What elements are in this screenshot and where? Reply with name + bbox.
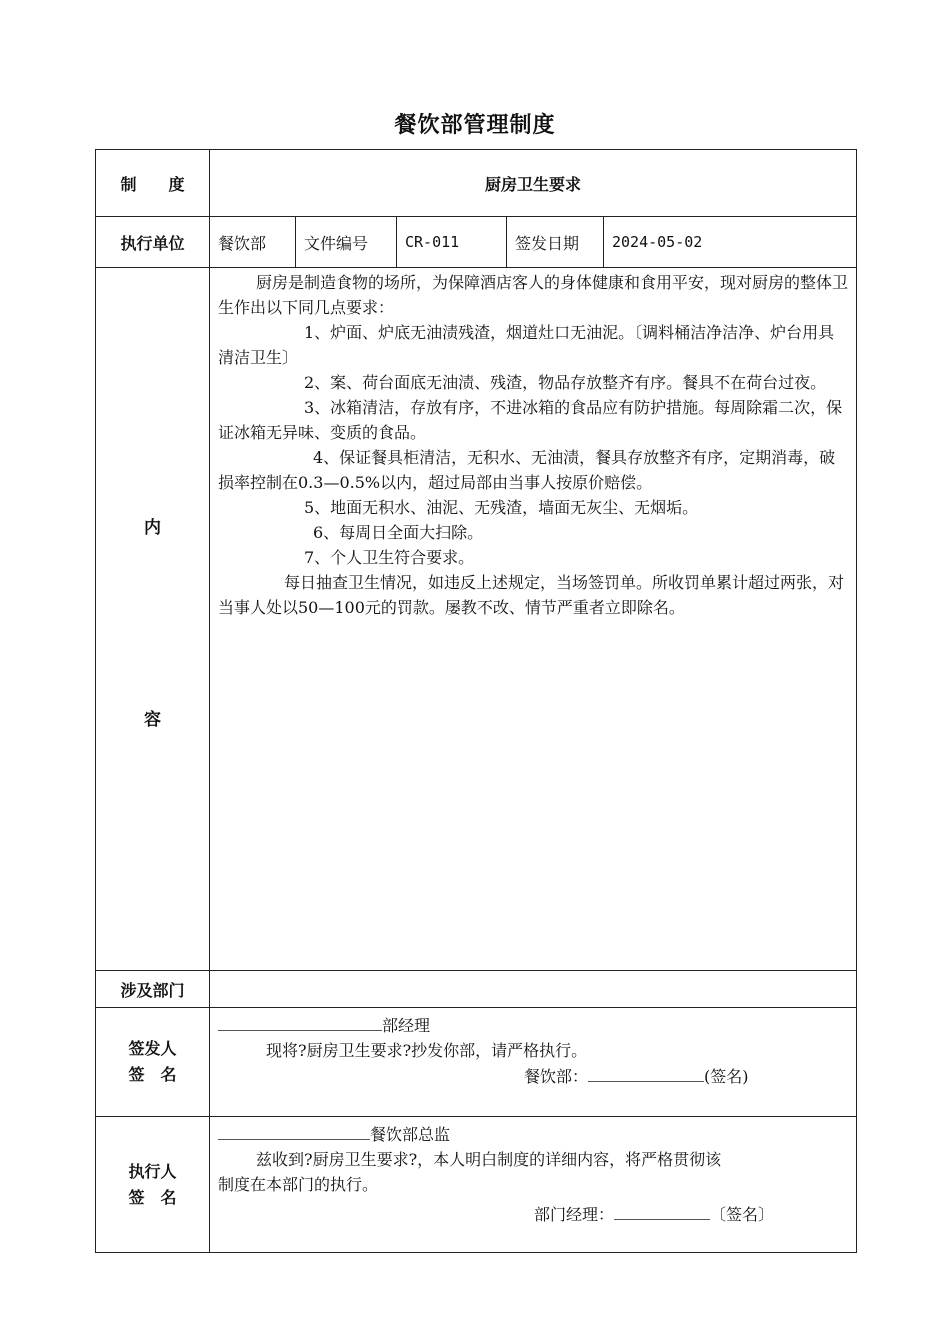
issuer-row [96, 1008, 857, 1117]
regulation-form-table [95, 149, 857, 1253]
content-paragraph: 厨房是制造食物的场所，为保障酒店客人的身体健康和食用平安，现对厨房的整体卫生作出以下同几点要求： [218, 273, 849, 317]
issuer-label-line1: 签发人 [128, 1039, 177, 1058]
executor-notice-line2: 制度在本部门的执行。 [218, 1175, 379, 1194]
doc-number-value: CR-011 [397, 217, 507, 268]
departments-row [96, 971, 857, 1008]
issuer-sign-area [210, 1008, 857, 1117]
content-label-bottom: 容 [144, 710, 161, 730]
departments-value [210, 971, 857, 1008]
content-paragraph: 4、保证餐具柜清洁，无积水、无油渍，餐具存放整齐有序，定期消毒，破损率控制在0.3—0.5%以内，超过局部由当事人按原价赔偿。 [218, 448, 836, 492]
regulation-name: 厨房卫生要求 [210, 150, 857, 217]
content-label-cell [96, 268, 210, 971]
executor-label-line1: 执行人 [128, 1161, 177, 1181]
content-paragraph: 7、个人卫生符合要求。 [304, 548, 475, 567]
regulation-label: 制 度 [96, 150, 210, 217]
issuer-sign-prefix: 餐饮部： [524, 1067, 589, 1086]
issuer-sign-suffix: (签名) [704, 1067, 749, 1086]
content-paragraph: 1、炉面、炉底无油渍残渣，烟道灶口无油泥。〔调料桶洁净洁净、炉台用具清洁卫生〕 [218, 323, 835, 367]
issuer-label-line2: 签 名 [128, 1065, 177, 1084]
content-label-top: 内 [144, 518, 161, 538]
issue-date-label: 签发日期 [507, 217, 604, 268]
content-paragraph: 2、案、荷台面底无油渍、残渣，物品存放整齐有序。餐具不在荷台过夜。 [304, 373, 827, 392]
issuer-role: 部经理 [382, 1016, 431, 1035]
content-paragraph: 6、每周日全面大扫除。 [313, 523, 484, 542]
doc-number-label: 文件编号 [296, 217, 397, 268]
unit-value: 餐饮部 [210, 217, 296, 268]
executor-name-blank[interactable] [218, 1121, 370, 1140]
executor-label [96, 1117, 210, 1253]
content-text [210, 268, 857, 971]
executor-sign-suffix: 〔签名〕 [710, 1205, 775, 1224]
executor-sign-prefix: 部门经理： [534, 1205, 615, 1224]
executor-sign-area [210, 1117, 857, 1253]
executor-signature-blank[interactable] [614, 1201, 710, 1220]
content-row [96, 268, 857, 971]
departments-label: 涉及部门 [96, 971, 210, 1008]
issue-date-value: 2024-05-02 [604, 217, 857, 268]
content-paragraph: 3、冰箱清洁，存放有序，不进冰箱的食品应有防护措施。每周除霜二次，保证冰箱无异味、变质的食品。 [218, 398, 843, 442]
content-paragraph: 每日抽查卫生情况，如违反上述规定，当场签罚单。所收罚单累计超过两张，对当事人处以50—100元的罚款。屡教不改、情节严重者立即除名。 [218, 573, 845, 617]
executor-label-line2: 签 名 [128, 1187, 177, 1207]
executor-role: 餐饮部总监 [370, 1125, 451, 1144]
document-title: 餐饮部管理制度 [394, 113, 556, 138]
issuer-name-blank[interactable] [218, 1012, 382, 1031]
executor-row [96, 1117, 857, 1253]
issuer-signature-blank[interactable] [588, 1063, 704, 1082]
unit-row [96, 217, 857, 268]
issuer-notice: 现将?厨房卫生要求?抄发你部，请严格执行。 [266, 1041, 588, 1060]
executor-notice-line1: 兹收到?厨房卫生要求?，本人明白制度的详细内容，将严格贯彻该 [256, 1150, 722, 1169]
unit-label: 执行单位 [96, 217, 210, 268]
issuer-label [96, 1008, 210, 1117]
content-paragraph: 5、地面无积水、油泥、无残渣，墙面无灰尘、无烟垢。 [304, 498, 699, 517]
regulation-row [96, 150, 857, 217]
